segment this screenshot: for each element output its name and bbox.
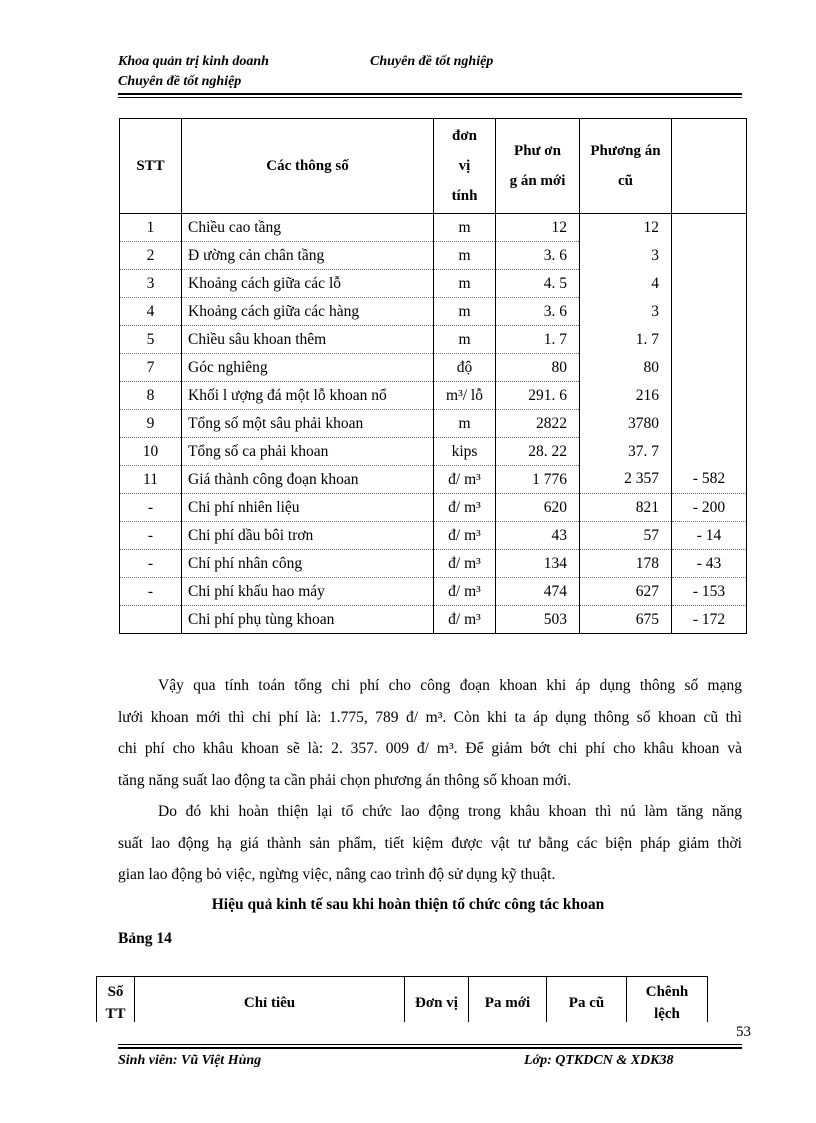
table-row (120, 466, 747, 494)
cell-new: 503 (496, 606, 580, 634)
cell-stt: - (120, 494, 182, 522)
cell-unit: m (434, 270, 496, 298)
cell-old: 37. 7 (580, 438, 672, 466)
table-row (120, 410, 747, 438)
cell-old: 3780 (580, 410, 672, 438)
cell-stt (120, 606, 182, 634)
cell-diff: - 582 (672, 466, 747, 494)
cell-new: 28. 22 (496, 438, 580, 466)
footer-rule-thin (118, 1044, 742, 1045)
paragraph-line: Vậy qua tính toán tổng chi phí cho công đoạn khoan khi áp dụng thông số mạng (158, 677, 742, 694)
cell-new: 4. 5 (496, 270, 580, 298)
cell-param: Góc nghiêng (182, 354, 434, 382)
cell-old: 627 (580, 578, 672, 606)
cell-old: 216 (580, 382, 672, 410)
table-row (120, 382, 747, 410)
table-row (120, 298, 747, 326)
cell-unit: m (434, 410, 496, 438)
cell-diff (672, 354, 747, 382)
paragraph-line: lưới khoan mới thì chi phí là: 1.775, 789 đ/ m³. Còn khi ta áp dụng thông số khoan cũ thì (118, 708, 742, 726)
cell-param: Tổng số ca phải khoan (182, 438, 434, 466)
cell-unit: kips (434, 438, 496, 466)
table-row (120, 578, 747, 606)
header-title: Chuyên đề tốt nghiệp (370, 54, 494, 69)
cell-diff (672, 270, 747, 298)
cell-stt: - (120, 522, 182, 550)
cell-unit: m³/ lỗ (434, 382, 496, 410)
cell-diff: - 153 (672, 578, 747, 606)
col-header-stt: STT (120, 119, 182, 214)
table-header-row (120, 119, 747, 214)
cell-stt: 2 (120, 242, 182, 270)
cell-old: 2 357 (580, 466, 672, 494)
cell-unit: đ/ m³ (434, 578, 496, 606)
header-rule (118, 93, 742, 95)
cell-stt: 4 (120, 298, 182, 326)
cell-old: 3 (580, 298, 672, 326)
cell-param: Khối l ượng đá một lỗ khoan nổ (182, 382, 434, 410)
cell-new: 3. 6 (496, 242, 580, 270)
table-row (120, 326, 747, 354)
footer-student: Sinh viên: Vũ Việt Hùng (118, 1053, 262, 1068)
cell-diff (672, 382, 747, 410)
cell-diff (672, 214, 747, 242)
table-header-row (97, 977, 708, 1023)
cell-diff: - 200 (672, 494, 747, 522)
cell-old: 3 (580, 242, 672, 270)
table-row (120, 354, 747, 382)
cell-stt: 9 (120, 410, 182, 438)
drilling-parameters-table (119, 118, 747, 634)
table-caption: Bảng 14 (118, 930, 172, 947)
cell-unit: đ/ m³ (434, 522, 496, 550)
cell-new: 1. 7 (496, 326, 580, 354)
cell-unit: đ/ m³ (434, 494, 496, 522)
cell-diff (672, 242, 747, 270)
cell-new: 2822 (496, 410, 580, 438)
cell-diff: - 14 (672, 522, 747, 550)
cell-old: 80 (580, 354, 672, 382)
cell-new: 474 (496, 578, 580, 606)
cell-stt: 10 (120, 438, 182, 466)
cell-stt: 3 (120, 270, 182, 298)
col-header-unit: đơn vị tính (434, 119, 496, 214)
table-row (120, 494, 747, 522)
economic-efficiency-table (96, 976, 708, 1022)
cell-new: 43 (496, 522, 580, 550)
cell-param: Tổng số một sâu phải khoan (182, 410, 434, 438)
cell-diff (672, 326, 747, 354)
footer-rule (118, 1047, 742, 1049)
cell-stt: 11 (120, 466, 182, 494)
cell-param: Đ ường cản chân tầng (182, 242, 434, 270)
cell-stt: 7 (120, 354, 182, 382)
cell-new: 1 776 (496, 466, 580, 494)
cell-old: 4 (580, 270, 672, 298)
table-row (120, 606, 747, 634)
table-row (120, 214, 747, 242)
col-header-new: Phư ơn g án mới (496, 119, 580, 214)
cell-param: Chi phí khấu hao máy (182, 578, 434, 606)
cell-new: 80 (496, 354, 580, 382)
paragraph-line: Do đó khi hoàn thiện lại tổ chức lao động trong khâu khoan thì nú làm tăng năng (158, 803, 742, 820)
cell-old: 1. 7 (580, 326, 672, 354)
cell-unit: đ/ m³ (434, 550, 496, 578)
cell-new: 291. 6 (496, 382, 580, 410)
header-subtitle: Chuyên đề tốt nghiệp (118, 74, 242, 89)
cell-old: 178 (580, 550, 672, 578)
col-header-so-tt: Số TT (97, 977, 135, 1023)
footer-class: Lớp: QTKDCN & XDK38 (524, 1053, 674, 1068)
cell-diff: - 172 (672, 606, 747, 634)
cell-old: 675 (580, 606, 672, 634)
paragraph-conclusion (118, 796, 742, 891)
cell-diff (672, 298, 747, 326)
paragraph-line: gian lao động bỏ việc, ngừng việc, nâng cao trình độ sử dụng kỹ thuật. (118, 866, 556, 883)
cell-unit: m (434, 298, 496, 326)
cell-stt: 1 (120, 214, 182, 242)
paragraph-cost-summary (118, 670, 742, 796)
cell-param: Chiều cao tầng (182, 214, 434, 242)
cell-old: 12 (580, 214, 672, 242)
cell-new: 3. 6 (496, 298, 580, 326)
col-header-pa-moi: Pa mới (469, 977, 547, 1023)
header-rule-thin (118, 97, 742, 98)
paragraph-line: suất lao động hạ giá thành sản phẩm, tiết kiệm được vật tư bằng các biện pháp giảm thời (118, 834, 742, 852)
cell-unit: độ (434, 354, 496, 382)
cell-stt: - (120, 550, 182, 578)
col-header-chenh-lech: Chênh lệch (627, 977, 708, 1023)
cell-unit: đ/ m³ (434, 466, 496, 494)
cell-diff (672, 438, 747, 466)
cell-param: Chi phí dầu bôi trơn (182, 522, 434, 550)
cell-stt: 8 (120, 382, 182, 410)
table-row (120, 242, 747, 270)
cell-stt: 5 (120, 326, 182, 354)
section-title: Hiệu quả kinh tế sau khi hoàn thiện tổ chức công tác khoan (211, 896, 605, 913)
cell-diff: - 43 (672, 550, 747, 578)
col-header-pa-cu: Pa cũ (547, 977, 627, 1023)
cell-old: 821 (580, 494, 672, 522)
col-header-old: Phương án cũ (580, 119, 672, 214)
cell-new: 620 (496, 494, 580, 522)
cell-param: Khoảng cách giữa các lỗ (182, 270, 434, 298)
table-row (120, 438, 747, 466)
cell-param: Chi phí nhiên liệu (182, 494, 434, 522)
cell-unit: đ/ m³ (434, 606, 496, 634)
cell-param: Khoảng cách giữa các hàng (182, 298, 434, 326)
cell-param: Chiều sâu khoan thêm (182, 326, 434, 354)
header-faculty: Khoa quản trị kinh doanh (118, 54, 269, 69)
cell-old: 57 (580, 522, 672, 550)
cell-diff (672, 410, 747, 438)
cell-unit: m (434, 214, 496, 242)
cell-stt: - (120, 578, 182, 606)
cell-unit: m (434, 242, 496, 270)
col-header-chi-tieu: Chỉ tiêu (135, 977, 405, 1023)
paragraph-line: chi phí cho khâu khoan sẽ là: 2. 357. 009 đ/ m³. Để giảm bớt chi phí cho khâu khoan và (118, 740, 742, 757)
table-row (120, 522, 747, 550)
col-header-diff (672, 119, 747, 214)
table-row (120, 270, 747, 298)
cell-param: Chí phí nhân công (182, 550, 434, 578)
cell-new: 12 (496, 214, 580, 242)
paragraph-line: tăng năng suất lao động ta cần phải chọn phương án thông số khoan mới. (118, 771, 572, 789)
table-row (120, 550, 747, 578)
cell-unit: m (434, 326, 496, 354)
col-header-param: Các thông số (182, 119, 434, 214)
cell-param: Giá thành công đoạn khoan (182, 466, 434, 494)
col-header-don-vi: Đơn vị (405, 977, 469, 1023)
cell-param: Chi phí phụ tùng khoan (182, 606, 434, 634)
page-number: 53 (736, 1024, 751, 1040)
cell-new: 134 (496, 550, 580, 578)
